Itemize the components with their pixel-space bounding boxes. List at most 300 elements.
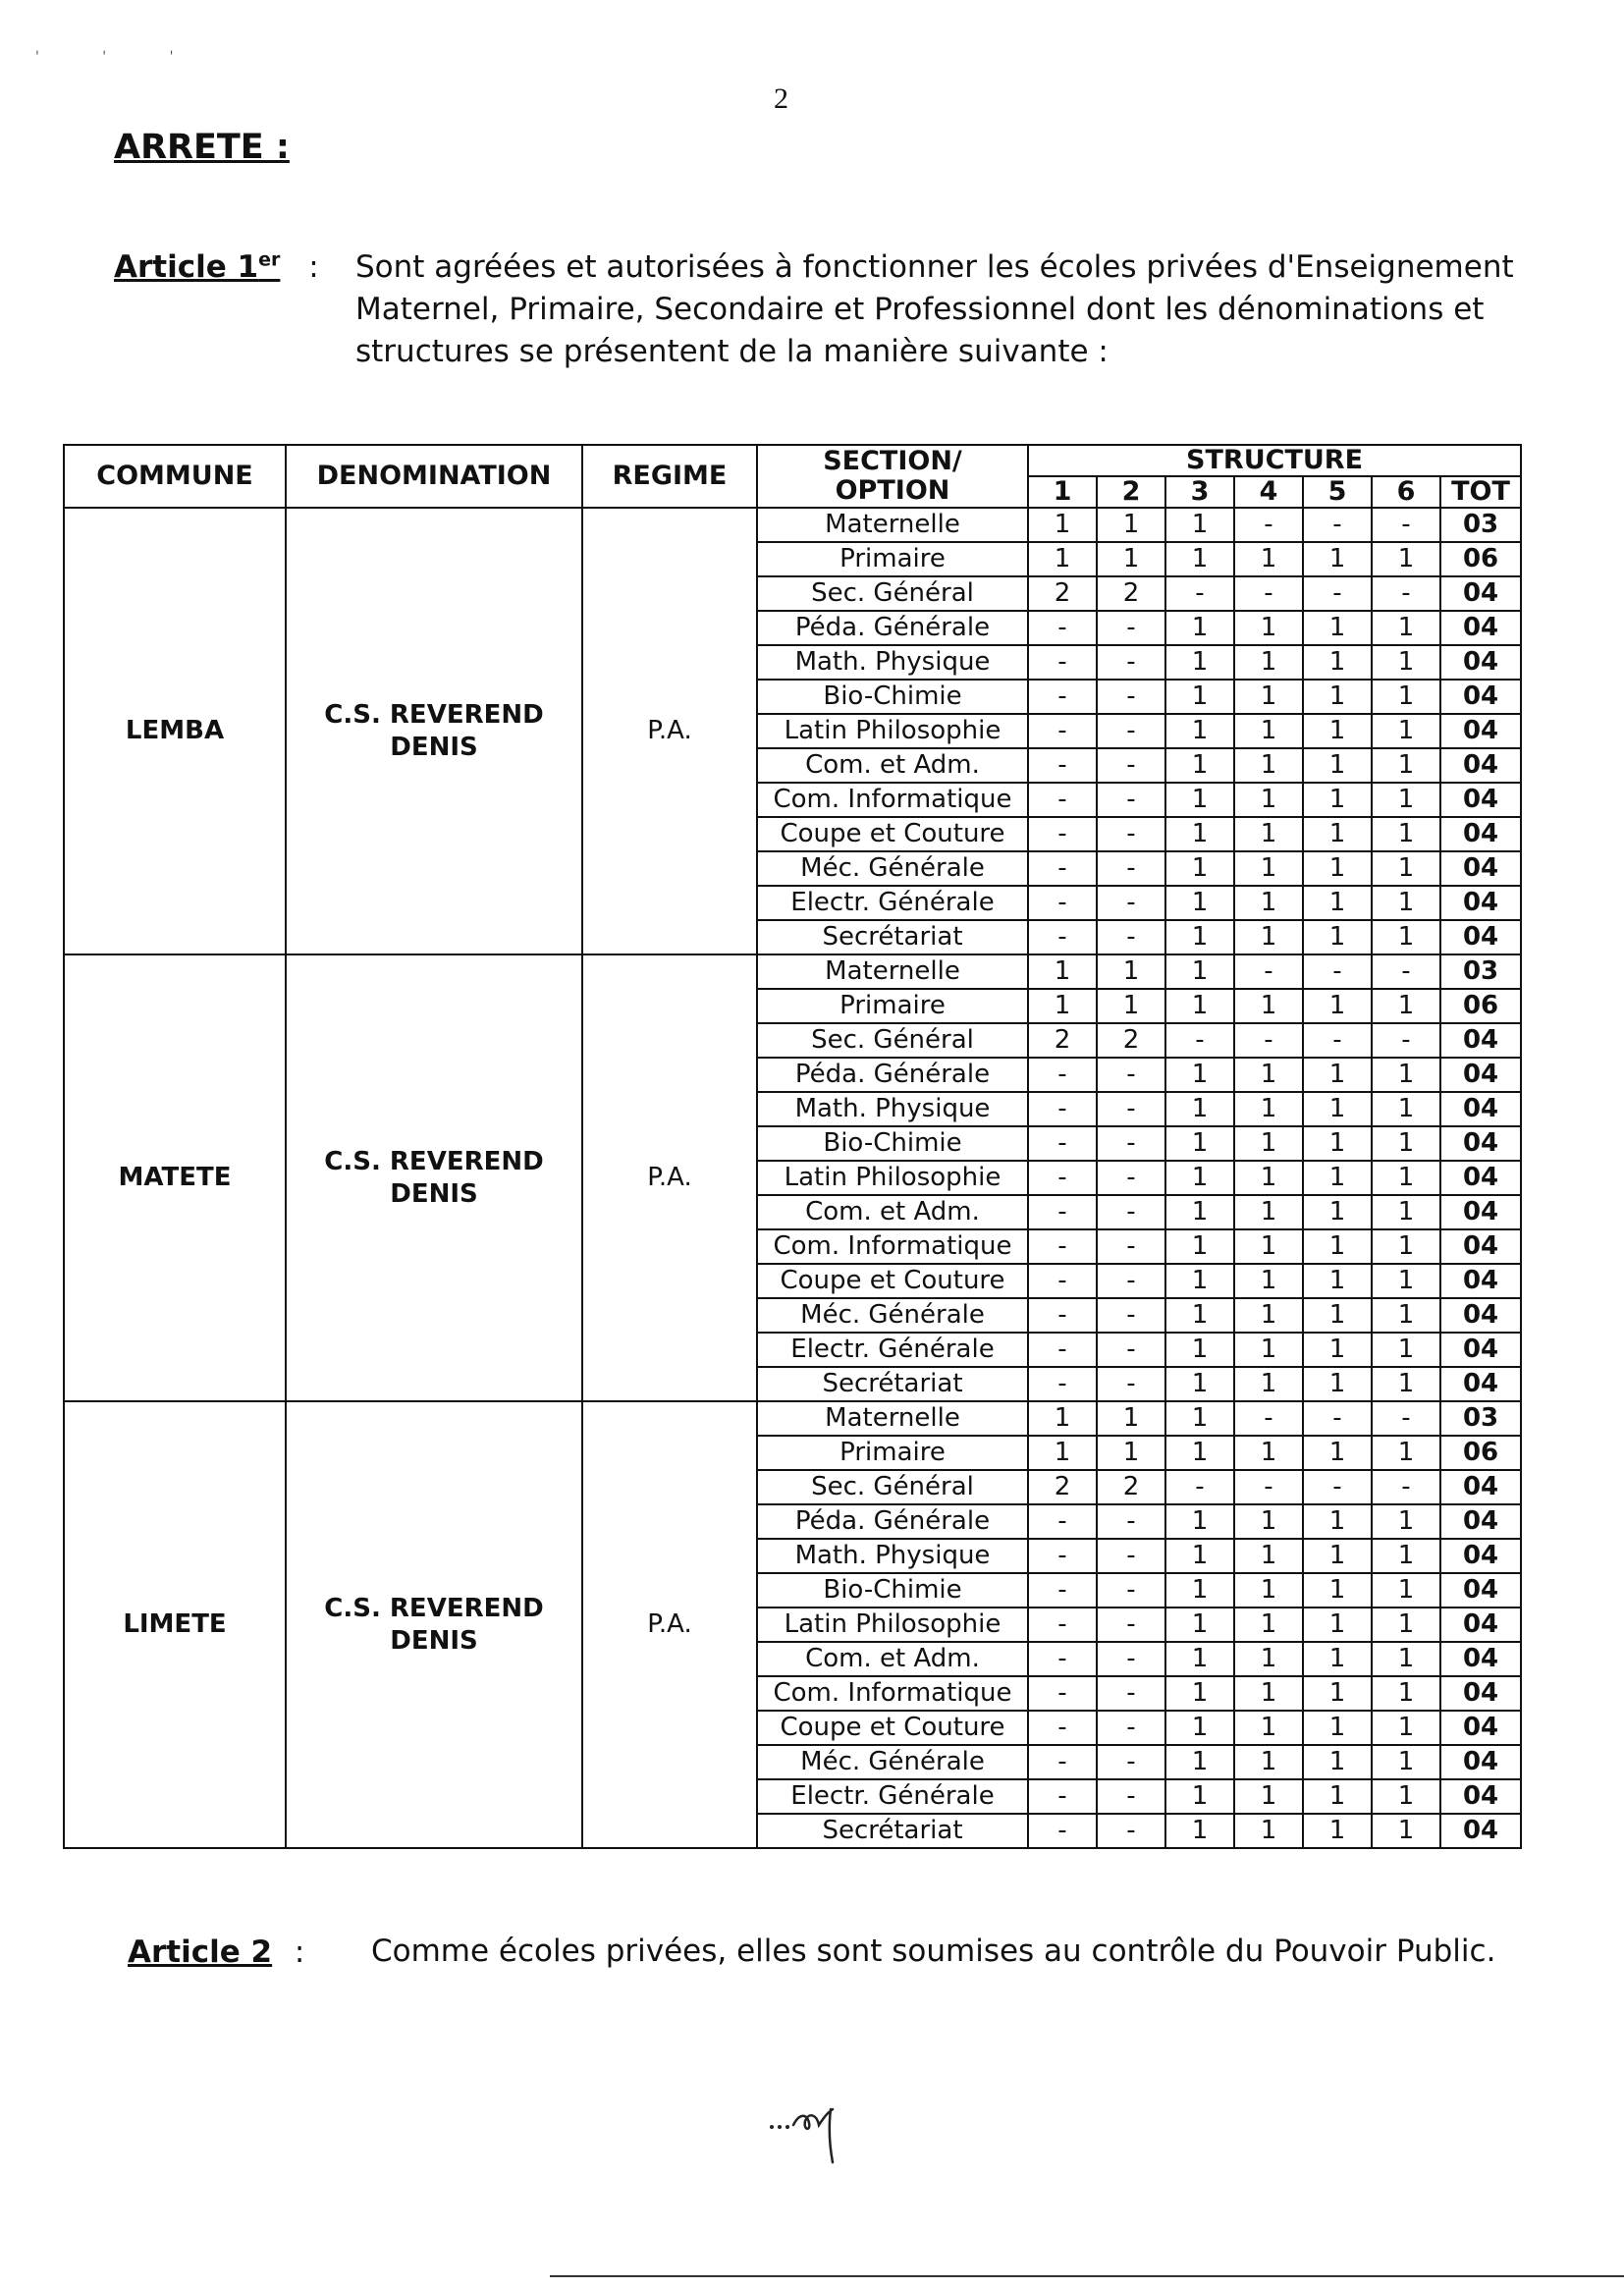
total-cell: 04	[1440, 1161, 1521, 1195]
class-count-cell: -	[1165, 576, 1234, 611]
class-count-cell: -	[1372, 1023, 1440, 1058]
option-cell: Secrétariat	[757, 920, 1028, 954]
class-count-cell: 1	[1165, 611, 1234, 645]
option-cell: Bio-Chimie	[757, 1126, 1028, 1161]
class-count-cell: -	[1097, 1195, 1165, 1229]
total-cell: 04	[1440, 1504, 1521, 1539]
header-regime: REGIME	[582, 445, 757, 508]
class-count-cell: -	[1234, 1470, 1303, 1504]
article-2-colon: :	[294, 1935, 305, 1970]
class-count-cell: 1	[1165, 1126, 1234, 1161]
handwritten-initials-icon	[766, 2080, 874, 2168]
option-cell: Coupe et Couture	[757, 1264, 1028, 1298]
article-1-label	[114, 249, 319, 285]
class-count-cell: -	[1372, 954, 1440, 989]
class-count-cell: -	[1097, 920, 1165, 954]
class-count-cell: -	[1097, 1058, 1165, 1092]
class-count-cell: 1	[1372, 989, 1440, 1023]
class-count-cell: -	[1097, 1298, 1165, 1333]
class-count-cell: 1	[1372, 680, 1440, 714]
option-cell: Primaire	[757, 1436, 1028, 1470]
class-count-cell: -	[1303, 576, 1372, 611]
class-count-cell: 1	[1303, 1161, 1372, 1195]
article-2-label-text: Article 2	[128, 1935, 273, 1970]
total-cell: 04	[1440, 1058, 1521, 1092]
option-cell: Com. Informatique	[757, 1676, 1028, 1711]
class-count-cell: 1	[1303, 1608, 1372, 1642]
header-class: 5	[1303, 476, 1372, 508]
page-number: 2	[774, 82, 788, 115]
class-count-cell: 1	[1234, 886, 1303, 920]
option-cell: Péda. Générale	[757, 611, 1028, 645]
header-commune: COMMUNE	[64, 445, 286, 508]
class-count-cell: 1	[1303, 645, 1372, 680]
total-cell: 04	[1440, 1229, 1521, 1264]
class-count-cell: -	[1028, 1298, 1097, 1333]
scan-marks: ' ' '	[35, 49, 203, 65]
class-count-cell: 1	[1028, 542, 1097, 576]
regime-cell: P.A.	[582, 1401, 757, 1848]
table-body	[64, 508, 1521, 1848]
option-cell: Méc. Générale	[757, 851, 1028, 886]
class-count-cell: 1	[1234, 1298, 1303, 1333]
class-count-cell: 1	[1028, 954, 1097, 989]
class-count-cell: 1	[1303, 783, 1372, 817]
class-count-cell: 1	[1372, 1161, 1440, 1195]
class-count-cell: 1	[1165, 920, 1234, 954]
class-count-cell: -	[1097, 1367, 1165, 1401]
class-count-cell: 1	[1234, 1333, 1303, 1367]
class-count-cell: 1	[1372, 1333, 1440, 1367]
article-1-line: structures se présentent de la manière suivante :	[355, 334, 1109, 369]
article-1-line: Maternel, Primaire, Secondaire et Professionnel dont les dénominations et	[355, 292, 1485, 327]
total-cell: 04	[1440, 1126, 1521, 1161]
class-count-cell: 1	[1303, 1436, 1372, 1470]
total-cell: 04	[1440, 1779, 1521, 1814]
total-cell: 04	[1440, 680, 1521, 714]
class-count-cell: 1	[1165, 1264, 1234, 1298]
class-count-cell: 2	[1097, 1023, 1165, 1058]
class-count-cell: 1	[1234, 1058, 1303, 1092]
total-cell: 04	[1440, 1711, 1521, 1745]
header-structure: STRUCTURE	[1028, 445, 1521, 476]
header-class: 1	[1028, 476, 1097, 508]
class-count-cell: -	[1028, 611, 1097, 645]
class-count-cell: 1	[1028, 508, 1097, 542]
class-count-cell: -	[1234, 1401, 1303, 1436]
class-count-cell: 1	[1303, 1814, 1372, 1848]
class-count-cell: 1	[1165, 1504, 1234, 1539]
class-count-cell: 1	[1303, 1126, 1372, 1161]
option-cell: Primaire	[757, 989, 1028, 1023]
table-row	[64, 954, 1521, 989]
class-count-cell: -	[1097, 1092, 1165, 1126]
header-class: 4	[1234, 476, 1303, 508]
class-count-cell: -	[1028, 1642, 1097, 1676]
class-count-cell: 1	[1372, 920, 1440, 954]
option-cell: Sec. Général	[757, 1023, 1028, 1058]
class-count-cell: -	[1028, 1367, 1097, 1401]
class-count-cell: -	[1028, 886, 1097, 920]
class-count-cell: 1	[1165, 1436, 1234, 1470]
class-count-cell: -	[1097, 1745, 1165, 1779]
class-count-cell: 1	[1372, 1126, 1440, 1161]
class-count-cell: 1	[1234, 1711, 1303, 1745]
header-class: 2	[1097, 476, 1165, 508]
class-count-cell: -	[1097, 783, 1165, 817]
structure-table	[63, 444, 1522, 1849]
class-count-cell: 1	[1234, 783, 1303, 817]
class-count-cell: 1	[1165, 1195, 1234, 1229]
option-cell: Com. et Adm.	[757, 748, 1028, 783]
class-count-cell: 1	[1303, 1264, 1372, 1298]
class-count-cell: -	[1234, 1023, 1303, 1058]
class-count-cell: -	[1303, 1470, 1372, 1504]
class-count-cell: 2	[1097, 1470, 1165, 1504]
class-count-cell: 1	[1372, 714, 1440, 748]
class-count-cell: -	[1028, 1126, 1097, 1161]
class-count-cell: -	[1028, 1504, 1097, 1539]
class-count-cell: 1	[1303, 542, 1372, 576]
class-count-cell: -	[1097, 1642, 1165, 1676]
class-count-cell: 1	[1165, 954, 1234, 989]
class-count-cell: 2	[1097, 576, 1165, 611]
class-count-cell: 1	[1165, 1745, 1234, 1779]
total-cell: 04	[1440, 1195, 1521, 1229]
class-count-cell: 1	[1372, 1229, 1440, 1264]
class-count-cell: 1	[1234, 989, 1303, 1023]
class-count-cell: 1	[1303, 817, 1372, 851]
class-count-cell: 1	[1165, 748, 1234, 783]
class-count-cell: 1	[1303, 1745, 1372, 1779]
class-count-cell: 1	[1165, 508, 1234, 542]
class-count-cell: -	[1028, 1608, 1097, 1642]
class-count-cell: 1	[1372, 1608, 1440, 1642]
class-count-cell: 1	[1165, 680, 1234, 714]
total-cell: 03	[1440, 1401, 1521, 1436]
class-count-cell: -	[1097, 1504, 1165, 1539]
total-cell: 04	[1440, 1745, 1521, 1779]
option-cell: Bio-Chimie	[757, 1573, 1028, 1608]
denomination-line: DENIS	[390, 1625, 478, 1656]
class-count-cell: 1	[1165, 645, 1234, 680]
option-cell: Méc. Générale	[757, 1745, 1028, 1779]
class-count-cell: 1	[1234, 1126, 1303, 1161]
option-cell: Math. Physique	[757, 1092, 1028, 1126]
table-row	[64, 508, 1521, 542]
class-count-cell: 1	[1028, 1436, 1097, 1470]
class-count-cell: -	[1097, 1814, 1165, 1848]
class-count-cell: 1	[1165, 1676, 1234, 1711]
total-cell: 04	[1440, 1608, 1521, 1642]
class-count-cell: -	[1028, 1676, 1097, 1711]
option-cell: Math. Physique	[757, 1539, 1028, 1573]
class-count-cell: 1	[1234, 714, 1303, 748]
option-cell: Péda. Générale	[757, 1058, 1028, 1092]
class-count-cell: -	[1234, 576, 1303, 611]
class-count-cell: -	[1303, 1401, 1372, 1436]
header-class: 6	[1372, 476, 1440, 508]
class-count-cell: -	[1097, 1229, 1165, 1264]
class-count-cell: 1	[1372, 817, 1440, 851]
class-count-cell: -	[1028, 748, 1097, 783]
class-count-cell: 1	[1097, 989, 1165, 1023]
class-count-cell: 1	[1372, 783, 1440, 817]
class-count-cell: -	[1028, 1745, 1097, 1779]
total-cell: 03	[1440, 508, 1521, 542]
class-count-cell: -	[1165, 1470, 1234, 1504]
class-count-cell: 1	[1165, 886, 1234, 920]
class-count-cell: 1	[1303, 1642, 1372, 1676]
class-count-cell: 1	[1234, 1642, 1303, 1676]
option-cell: Coupe et Couture	[757, 817, 1028, 851]
total-cell: 04	[1440, 1298, 1521, 1333]
class-count-cell: 1	[1165, 1058, 1234, 1092]
class-count-cell: 1	[1303, 1333, 1372, 1367]
class-count-cell: 1	[1165, 1608, 1234, 1642]
class-count-cell: 1	[1165, 1711, 1234, 1745]
class-count-cell: -	[1097, 817, 1165, 851]
class-count-cell: 1	[1303, 989, 1372, 1023]
class-count-cell: -	[1234, 508, 1303, 542]
class-count-cell: -	[1372, 1470, 1440, 1504]
class-count-cell: 1	[1028, 1401, 1097, 1436]
total-cell: 04	[1440, 645, 1521, 680]
option-cell: Latin Philosophie	[757, 714, 1028, 748]
class-count-cell: 1	[1372, 1436, 1440, 1470]
class-count-cell: 1	[1234, 1092, 1303, 1126]
class-count-cell: -	[1097, 645, 1165, 680]
class-count-cell: -	[1097, 1126, 1165, 1161]
class-count-cell: 1	[1234, 920, 1303, 954]
class-count-cell: 1	[1303, 1504, 1372, 1539]
total-cell: 04	[1440, 1092, 1521, 1126]
class-count-cell: -	[1028, 920, 1097, 954]
header-total: TOT	[1440, 476, 1521, 508]
article-1-colon: :	[308, 249, 319, 286]
class-count-cell: 1	[1372, 1676, 1440, 1711]
total-cell: 04	[1440, 1470, 1521, 1504]
class-count-cell: 1	[1234, 611, 1303, 645]
header-section-option: SECTION/ OPTION	[757, 445, 1028, 508]
class-count-cell: -	[1372, 508, 1440, 542]
class-count-cell: 1	[1165, 851, 1234, 886]
option-cell: Sec. Général	[757, 576, 1028, 611]
class-count-cell: 1	[1372, 1539, 1440, 1573]
article-2-label	[128, 1935, 304, 1970]
class-count-cell: 1	[1165, 1333, 1234, 1367]
class-count-cell: 1	[1303, 714, 1372, 748]
class-count-cell: 1	[1372, 851, 1440, 886]
class-count-cell: -	[1097, 714, 1165, 748]
class-count-cell: 1	[1234, 1229, 1303, 1264]
class-count-cell: 1	[1097, 508, 1165, 542]
class-count-cell: 1	[1234, 1779, 1303, 1814]
class-count-cell: -	[1028, 1092, 1097, 1126]
class-count-cell: -	[1028, 645, 1097, 680]
class-count-cell: 1	[1372, 1642, 1440, 1676]
class-count-cell: 1	[1097, 1401, 1165, 1436]
denomination-line: DENIS	[390, 1178, 478, 1209]
class-count-cell: 1	[1372, 1779, 1440, 1814]
total-cell: 04	[1440, 1642, 1521, 1676]
total-cell: 04	[1440, 1367, 1521, 1401]
class-count-cell: 1	[1303, 1229, 1372, 1264]
class-count-cell: -	[1097, 1333, 1165, 1367]
class-count-cell: -	[1372, 576, 1440, 611]
option-cell: Com. Informatique	[757, 783, 1028, 817]
article-1-line: Sont agréées et autorisées à fonctionner les écoles privées d'Enseignement	[355, 249, 1514, 285]
total-cell: 06	[1440, 1436, 1521, 1470]
class-count-cell: 1	[1165, 1779, 1234, 1814]
total-cell: 04	[1440, 920, 1521, 954]
class-count-cell: 1	[1234, 1539, 1303, 1573]
class-count-cell: 1	[1372, 1092, 1440, 1126]
total-cell: 04	[1440, 1333, 1521, 1367]
class-count-cell: 1	[1165, 1573, 1234, 1608]
total-cell: 04	[1440, 783, 1521, 817]
class-count-cell: 1	[1303, 1539, 1372, 1573]
class-count-cell: 1	[1097, 954, 1165, 989]
total-cell: 04	[1440, 886, 1521, 920]
commune-cell: LEMBA	[64, 508, 286, 954]
class-count-cell: -	[1372, 1401, 1440, 1436]
class-count-cell: 1	[1372, 748, 1440, 783]
class-count-cell: 1	[1234, 817, 1303, 851]
class-count-cell: 1	[1165, 1161, 1234, 1195]
total-cell: 04	[1440, 1573, 1521, 1608]
header-row	[64, 445, 1521, 476]
class-count-cell: -	[1303, 954, 1372, 989]
class-count-cell: 1	[1165, 1814, 1234, 1848]
class-count-cell: -	[1028, 1539, 1097, 1573]
article-1-label-text: Article 1er	[114, 249, 281, 286]
total-cell: 04	[1440, 1676, 1521, 1711]
option-cell: Secrétariat	[757, 1814, 1028, 1848]
class-count-cell: -	[1028, 680, 1097, 714]
class-count-cell: 1	[1303, 1195, 1372, 1229]
class-count-cell: 1	[1303, 748, 1372, 783]
class-count-cell: -	[1097, 1264, 1165, 1298]
class-count-cell: -	[1028, 1711, 1097, 1745]
class-count-cell: -	[1165, 1023, 1234, 1058]
class-count-cell: 1	[1165, 714, 1234, 748]
option-cell: Math. Physique	[757, 645, 1028, 680]
class-count-cell: 1	[1372, 542, 1440, 576]
denomination-cell	[286, 1401, 582, 1848]
class-count-cell: 1	[1372, 1745, 1440, 1779]
option-cell: Latin Philosophie	[757, 1161, 1028, 1195]
class-count-cell: 1	[1028, 989, 1097, 1023]
class-count-cell: -	[1028, 1229, 1097, 1264]
class-count-cell: -	[1028, 817, 1097, 851]
class-count-cell: 1	[1234, 1745, 1303, 1779]
class-count-cell: -	[1028, 714, 1097, 748]
class-count-cell: -	[1097, 886, 1165, 920]
class-count-cell: -	[1097, 1608, 1165, 1642]
class-count-cell: 1	[1372, 1814, 1440, 1848]
class-count-cell: 1	[1165, 1298, 1234, 1333]
total-cell: 04	[1440, 748, 1521, 783]
class-count-cell: 1	[1303, 1298, 1372, 1333]
class-count-cell: 1	[1372, 1367, 1440, 1401]
class-count-cell: 1	[1165, 1401, 1234, 1436]
total-cell: 03	[1440, 954, 1521, 989]
class-count-cell: 1	[1234, 1195, 1303, 1229]
class-count-cell: 1	[1234, 1367, 1303, 1401]
class-count-cell: -	[1234, 954, 1303, 989]
class-count-cell: -	[1028, 1264, 1097, 1298]
class-count-cell: 1	[1303, 611, 1372, 645]
page-title: ARRETE :	[114, 128, 290, 167]
class-count-cell: -	[1303, 508, 1372, 542]
class-count-cell: 1	[1372, 886, 1440, 920]
denomination-cell	[286, 954, 582, 1401]
class-count-cell: 2	[1028, 576, 1097, 611]
class-count-cell: -	[1097, 1573, 1165, 1608]
class-count-cell: -	[1097, 1676, 1165, 1711]
class-count-cell: -	[1097, 748, 1165, 783]
class-count-cell: 1	[1234, 748, 1303, 783]
class-count-cell: 1	[1234, 1814, 1303, 1848]
class-count-cell: 1	[1165, 783, 1234, 817]
class-count-cell: 1	[1234, 1573, 1303, 1608]
class-count-cell: 1	[1372, 1504, 1440, 1539]
class-count-cell: 1	[1234, 542, 1303, 576]
total-cell: 04	[1440, 1814, 1521, 1848]
class-count-cell: 1	[1303, 1367, 1372, 1401]
total-cell: 06	[1440, 989, 1521, 1023]
class-count-cell: 1	[1372, 645, 1440, 680]
class-count-cell: 1	[1372, 1298, 1440, 1333]
class-count-cell: 1	[1372, 1711, 1440, 1745]
class-count-cell: 1	[1303, 1711, 1372, 1745]
class-count-cell: 1	[1165, 1367, 1234, 1401]
class-count-cell: -	[1097, 611, 1165, 645]
class-count-cell: -	[1028, 1779, 1097, 1814]
class-count-cell: 1	[1372, 1195, 1440, 1229]
class-count-cell: 1	[1165, 542, 1234, 576]
class-count-cell: 1	[1303, 851, 1372, 886]
commune-cell: MATETE	[64, 954, 286, 1401]
class-count-cell: -	[1097, 680, 1165, 714]
header-class: 3	[1165, 476, 1234, 508]
option-cell: Maternelle	[757, 1401, 1028, 1436]
class-count-cell: 1	[1372, 1264, 1440, 1298]
total-cell: 04	[1440, 1539, 1521, 1573]
class-count-cell: 1	[1303, 680, 1372, 714]
class-count-cell: 1	[1234, 645, 1303, 680]
class-count-cell: -	[1097, 1539, 1165, 1573]
class-count-cell: 1	[1372, 1573, 1440, 1608]
class-count-cell: -	[1028, 1161, 1097, 1195]
class-count-cell: 2	[1028, 1470, 1097, 1504]
total-cell: 04	[1440, 1264, 1521, 1298]
option-cell: Sec. Général	[757, 1470, 1028, 1504]
article-2-text: Comme écoles privées, elles sont soumises au contrôle du Pouvoir Public.	[371, 1934, 1496, 1969]
article-1-text	[355, 246, 1514, 373]
class-count-cell: -	[1028, 1333, 1097, 1367]
denomination-line: DENIS	[390, 732, 478, 762]
class-count-cell: 1	[1234, 1676, 1303, 1711]
option-cell: Electr. Générale	[757, 886, 1028, 920]
class-count-cell: 1	[1165, 1539, 1234, 1573]
option-cell: Secrétariat	[757, 1367, 1028, 1401]
option-cell: Latin Philosophie	[757, 1608, 1028, 1642]
option-cell: Bio-Chimie	[757, 680, 1028, 714]
option-cell: Com. et Adm.	[757, 1642, 1028, 1676]
regime-cell: P.A.	[582, 954, 757, 1401]
